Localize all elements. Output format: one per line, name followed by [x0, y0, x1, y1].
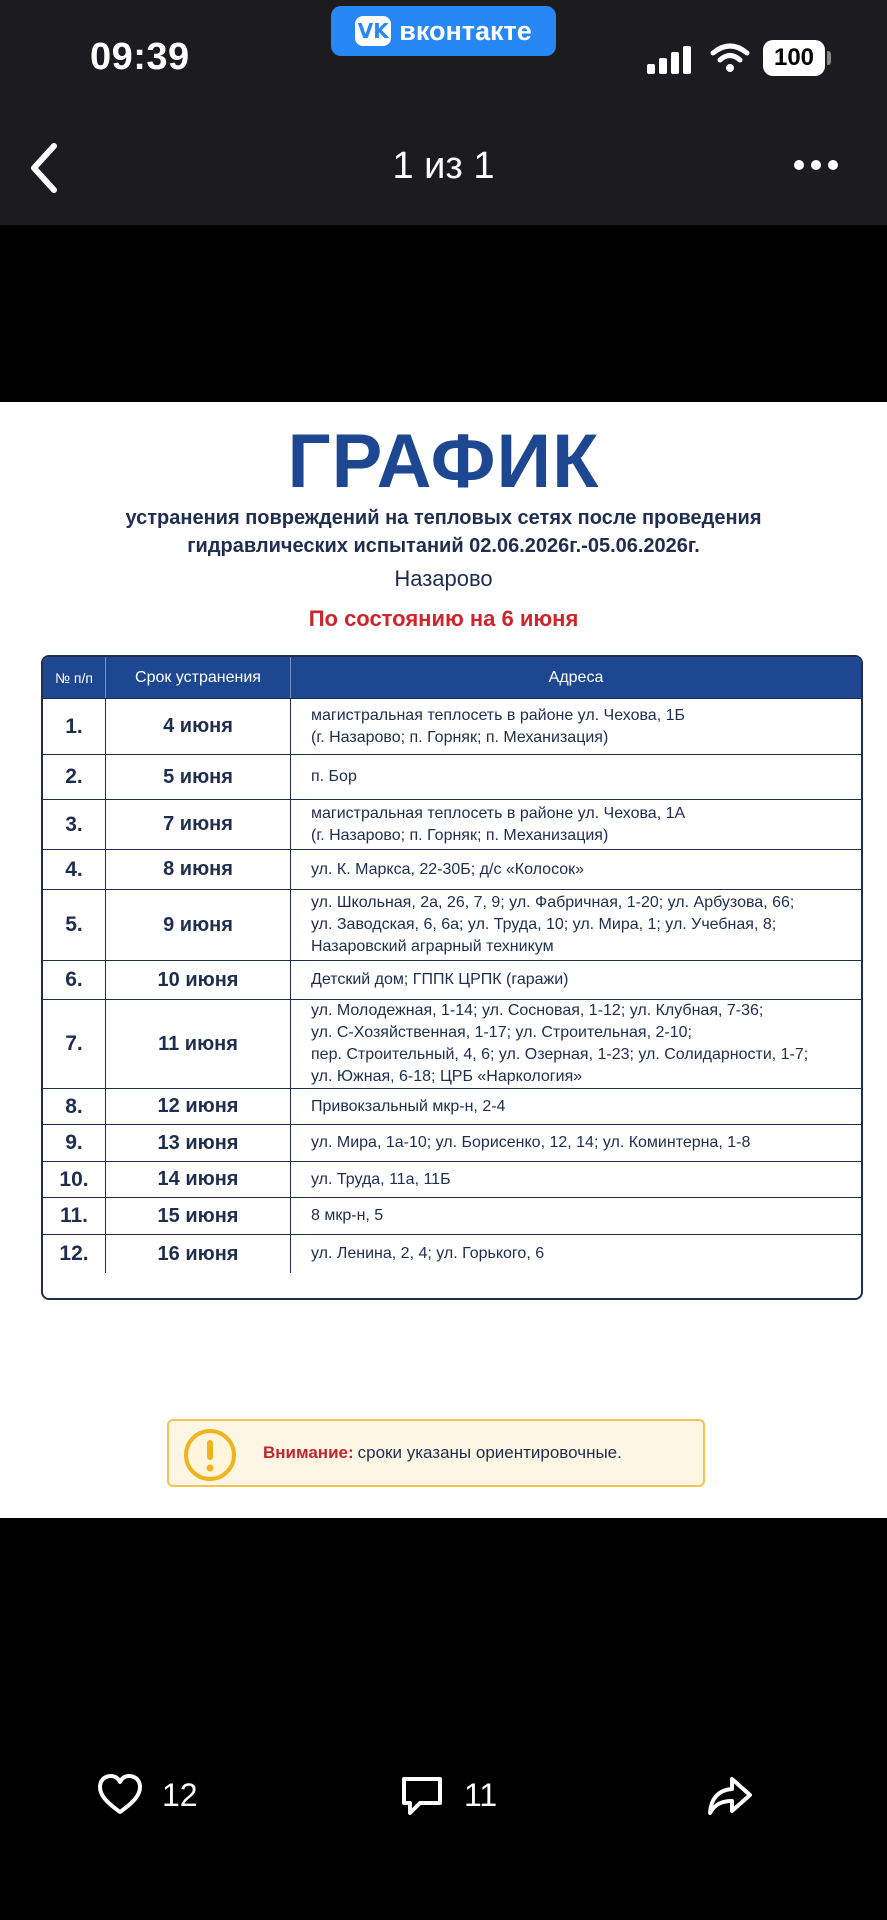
row-deadline: 5 июня — [106, 755, 291, 799]
row-number: 4. — [43, 850, 106, 889]
row-number: 10. — [43, 1162, 106, 1197]
table-row — [43, 1089, 861, 1125]
row-addresses — [291, 1235, 861, 1273]
document-city: Назарово — [394, 566, 493, 591]
row-deadline: 9 июня — [106, 890, 291, 960]
schedule-table — [41, 655, 863, 1300]
subtitle-line-2: гидравлических испытаний 02.06.2026г.-05.06.2026г. — [187, 535, 700, 557]
table-row — [43, 850, 861, 890]
row-addresses — [291, 755, 861, 799]
table-row — [43, 1235, 861, 1273]
document-subtitle — [60, 504, 827, 560]
row-addresses — [291, 1000, 861, 1088]
address-line: магистральная теплосеть в районе ул. Чехова, 1А — [311, 804, 686, 822]
header-addresses: Адреса — [548, 668, 604, 686]
address-line: (г. Назарово; п. Горняк; п. Механизация) — [311, 728, 609, 746]
table-row — [43, 755, 861, 800]
more-options-icon[interactable] — [793, 158, 839, 172]
like-button[interactable] — [96, 1768, 198, 1822]
address-line: ул. К. Маркса, 22-30Б; д/с «Колосок» — [311, 860, 585, 878]
row-deadline: 8 июня — [106, 850, 291, 889]
comment-button[interactable] — [398, 1768, 497, 1822]
vk-app-label: вконтакте — [399, 15, 532, 46]
share-button[interactable] — [706, 1768, 754, 1822]
post-actions-bar — [0, 1760, 887, 1840]
vk-logo-icon: VK — [355, 16, 391, 46]
row-deadline: 4 июня — [106, 699, 291, 754]
row-number: 6. — [43, 961, 106, 999]
vk-app-pill[interactable] — [331, 6, 556, 56]
address-line: Привокзальный мкр-н, 2-4 — [311, 1097, 506, 1115]
header-deadline: Срок устранения — [106, 657, 291, 698]
comment-count: 11 — [464, 1776, 498, 1813]
row-addresses — [291, 850, 861, 889]
row-deadline: 13 июня — [106, 1125, 291, 1161]
row-deadline: 15 июня — [106, 1198, 291, 1234]
table-row — [43, 1162, 861, 1198]
wifi-icon — [710, 42, 750, 74]
row-addresses — [291, 961, 861, 999]
row-number: 9. — [43, 1125, 106, 1161]
address-line: ул. Труда, 11а, 11Б — [311, 1170, 451, 1188]
document-status-date: По состоянию на 6 июня — [308, 606, 579, 631]
row-addresses — [291, 699, 861, 754]
address-line: Назаровский аграрный техникум — [311, 938, 554, 955]
address-line: (г. Назарово; п. Горняк; п. Механизация) — [311, 826, 609, 844]
cellular-signal-icon — [647, 44, 695, 74]
row-deadline: 16 июня — [106, 1235, 291, 1273]
row-addresses — [291, 890, 861, 960]
row-addresses — [291, 1162, 861, 1197]
address-line: 8 мкр-н, 5 — [311, 1207, 384, 1224]
status-bar — [0, 0, 887, 110]
document-title: ГРАФИК — [287, 419, 600, 504]
row-number: 3. — [43, 800, 106, 849]
table-row — [43, 800, 861, 850]
row-number: 12. — [43, 1235, 106, 1273]
share-icon — [706, 1771, 754, 1819]
row-addresses — [291, 1198, 861, 1234]
address-line: п. Бор — [311, 768, 357, 785]
address-line: ул. С-Хозяйственная, 1-17; ул. Строительная, 2-10; — [311, 1024, 692, 1041]
subtitle-line-1: устранения повреждений на тепловых сетях после проведения — [125, 507, 762, 529]
row-deadline: 11 июня — [106, 1000, 291, 1088]
header-number: № п/п — [43, 657, 106, 698]
address-line: пер. Строительный, 4, 6; ул. Озерная, 1-23; ул. Солидарности, 1-7; — [311, 1046, 809, 1063]
battery-indicator: 100 — [763, 40, 825, 76]
notice-label: Внимание: — [263, 1443, 354, 1462]
address-line: магистральная теплосеть в районе ул. Чехова, 1Б — [311, 706, 685, 724]
row-deadline: 14 июня — [106, 1162, 291, 1197]
notice-message: сроки указаны ориентировочные. — [357, 1443, 622, 1462]
exclamation-icon — [183, 1428, 237, 1482]
row-addresses — [291, 1089, 861, 1124]
table-row — [43, 890, 861, 961]
address-line: ул. Ленина, 2, 4; ул. Горького, 6 — [311, 1245, 545, 1262]
row-number: 8. — [43, 1089, 106, 1124]
table-row — [43, 961, 861, 1000]
table-header-row — [43, 657, 861, 699]
row-deadline: 10 июня — [106, 961, 291, 999]
address-line: ул. Молодежная, 1-14; ул. Сосновая, 1-12; ул. Клубная, 7-36; — [311, 1002, 764, 1019]
heart-icon — [96, 1771, 144, 1819]
row-addresses — [291, 1125, 861, 1161]
schedule-image[interactable] — [0, 402, 887, 1518]
table-row — [43, 1125, 861, 1162]
status-time: 09:39 — [90, 36, 190, 78]
table-row — [43, 1000, 861, 1089]
address-line: ул. Мира, 1а-10; ул. Борисенко, 12, 14; ул. Коминтерна, 1-8 — [311, 1134, 751, 1151]
address-line: ул. Заводская, 6, 6а; ул. Труда, 10; ул. Мира, 1; ул. Учебная, 8; — [311, 916, 777, 933]
row-number: 2. — [43, 755, 106, 799]
row-deadline: 12 июня — [106, 1089, 291, 1124]
table-row — [43, 1198, 861, 1235]
table-row — [43, 699, 861, 755]
address-line: ул. Школьная, 2а, 26, 7, 9; ул. Фабричная, 1-20; ул. Арбузова, 66; — [311, 894, 795, 911]
address-line: ул. Южная, 6-18; ЦРБ «Наркология» — [311, 1068, 583, 1085]
comment-icon — [398, 1771, 446, 1819]
notice-text — [263, 1421, 622, 1485]
row-number: 7. — [43, 1000, 106, 1088]
row-number: 1. — [43, 699, 106, 754]
row-number: 5. — [43, 890, 106, 960]
viewer-navbar — [0, 110, 887, 225]
photo-counter: 1 из 1 — [392, 145, 495, 187]
row-deadline: 7 июня — [106, 800, 291, 849]
row-addresses — [291, 800, 861, 849]
row-number: 11. — [43, 1198, 106, 1234]
address-line: Детский дом; ГППК ЦРПК (гаражи) — [311, 971, 569, 988]
like-count: 12 — [162, 1776, 198, 1813]
battery-cap — [827, 51, 831, 65]
attention-notice — [167, 1419, 705, 1487]
